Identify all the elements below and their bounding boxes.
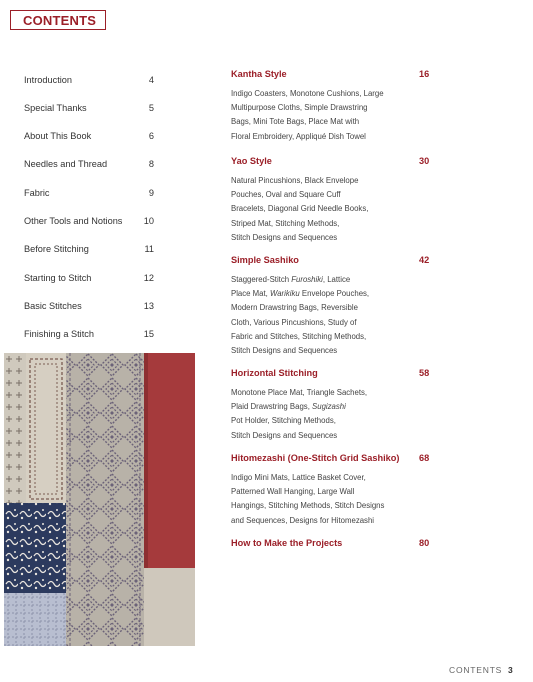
section-description: Staggered-Stitch Furoshiki, Lattice Place Mat, Warikiku Envelope Pouches, Modern Drawstring Bags, Reversible Cloth, Various Pincushions, Study of Fabric and Stitches, Stitching Methods, Stitch Designs and Sequences xyxy=(231,275,370,356)
section-description: Natural Pincushions, Black Envelope Pouches, Oval and Square Cuff Bracelets, Diagonal Grid Needle Books, Striped Mat, Stitching Methods, Stitch Designs and Sequences xyxy=(231,176,369,242)
toc-entry-page: 11 xyxy=(144,244,154,254)
toc-entry-label: Fabric xyxy=(24,188,50,198)
section-title: Simple Sashiko xyxy=(231,255,299,265)
section-title: Horizontal Stitching xyxy=(231,368,318,378)
toc-entry-finishing-a-stitch[interactable] xyxy=(24,329,154,343)
toc-entry-starting-to-stitch[interactable] xyxy=(24,273,154,287)
section-description: Monotone Place Mat, Triangle Sachets, Plaid Drawstring Bags, Sugizashi Pot Holder, Stitching Methods, Stitch Designs and Sequences xyxy=(231,388,368,440)
section-title: Yao Style xyxy=(231,156,272,166)
footer-section-label: CONTENTS xyxy=(449,665,503,675)
section-description: Indigo Mini Mats, Lattice Basket Cover, Patterned Wall Hanging, Large Wall Hangings, Stitching Methods, Stitch Designs and Sequences, Designs for Hitomezashi xyxy=(231,473,385,525)
section-title: Hitomezashi (One-Stitch Grid Sashiko) xyxy=(231,453,400,463)
section-page: 68 xyxy=(419,453,430,463)
section-title: How to Make the Projects xyxy=(231,538,343,548)
toc-entry-page: 9 xyxy=(148,188,154,198)
section-description: Indigo Coasters, Monotone Cushions, Large Multipurpose Cloths, Simple Drawstring Bags, Mini Tote Bags, Place Mat with Floral Embroidery, Appliqué Dish Towel xyxy=(231,89,384,141)
toc-entry-special-thanks[interactable] xyxy=(24,103,154,117)
section-page: 58 xyxy=(419,368,430,378)
toc-entry-page: 15 xyxy=(143,329,154,339)
toc-entry-label: Needles and Thread xyxy=(24,159,108,169)
toc-entry-introduction[interactable] xyxy=(24,75,154,89)
toc-entry-before-stitching[interactable] xyxy=(24,244,154,258)
toc-entry-label: Starting to Stitch xyxy=(24,273,92,283)
section-page: 42 xyxy=(419,255,430,265)
toc-entry-page: 13 xyxy=(143,301,154,311)
footer-page-number: 3 xyxy=(508,665,513,675)
section-page: 80 xyxy=(419,538,430,548)
section-page: 30 xyxy=(419,156,430,166)
toc-entry-page: 12 xyxy=(143,273,154,283)
toc-entry-label: Before Stitching xyxy=(24,244,89,254)
toc-entry-page: 4 xyxy=(148,75,154,85)
contents-header-box xyxy=(10,10,106,30)
toc-entry-label: Introduction xyxy=(24,75,73,85)
toc-entry-label: Basic Stitches xyxy=(24,301,82,311)
toc-entry-about-this-book[interactable] xyxy=(24,131,154,145)
section-title: Kantha Style xyxy=(231,69,287,79)
section-page: 16 xyxy=(419,69,430,79)
toc-entry-page: 5 xyxy=(148,103,154,113)
toc-entry-needles-thread[interactable] xyxy=(24,159,154,173)
page-title: CONTENTS xyxy=(23,12,97,28)
toc-entry-fabric[interactable] xyxy=(24,188,154,202)
toc-entry-label: About This Book xyxy=(24,131,92,141)
toc-entry-label: Finishing a Stitch xyxy=(24,329,94,339)
toc-entry-other-tools[interactable] xyxy=(24,216,154,230)
toc-entry-label: Other Tools and Notions xyxy=(24,216,123,226)
toc-entry-page: 6 xyxy=(148,131,154,141)
toc-entry-page: 8 xyxy=(148,159,154,169)
toc-entry-page: 10 xyxy=(143,216,154,226)
sashiko-quilt-photo xyxy=(4,353,195,646)
toc-entry-basic-stitches[interactable] xyxy=(24,301,154,315)
toc-entry-label: Special Thanks xyxy=(24,103,87,113)
